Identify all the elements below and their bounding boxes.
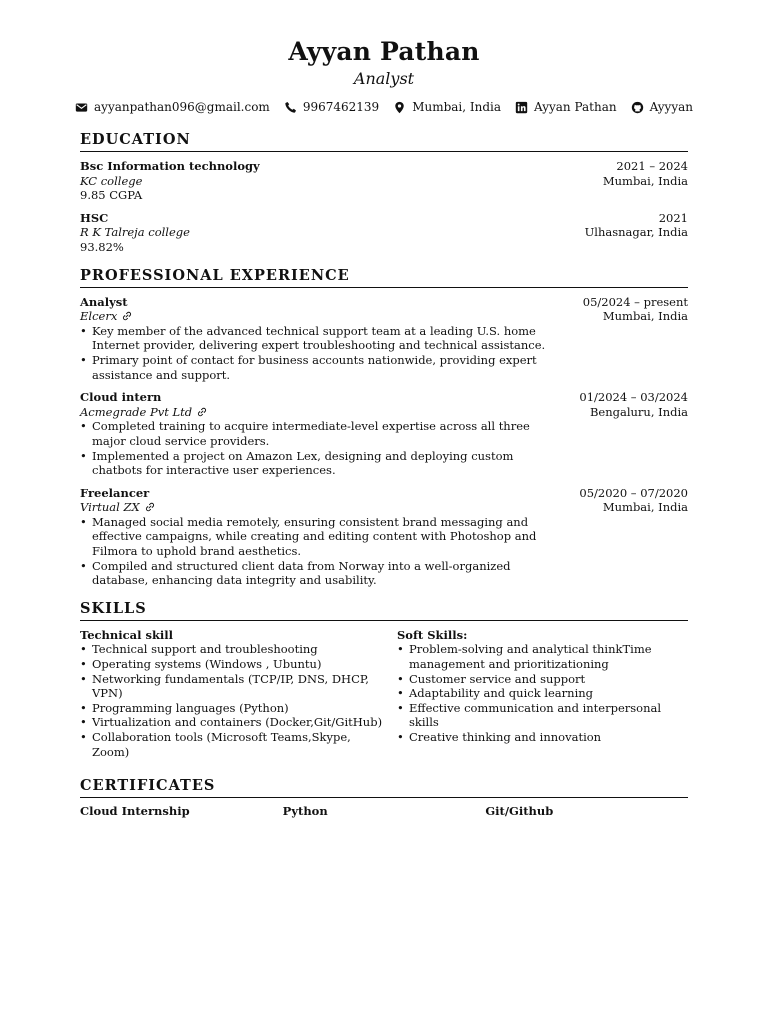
experience-entry (80, 295, 688, 383)
soft-skills-list (397, 642, 688, 744)
link-icon (197, 407, 207, 417)
education-entry (80, 159, 688, 203)
skill-item: • Virtualization and containers (Docker,Git/GitHub) (80, 715, 384, 730)
education-dates: 2021 – 2024 (616, 159, 688, 173)
company-link[interactable] (80, 405, 550, 420)
company-link[interactable] (80, 309, 550, 324)
skill-item: • Technical support and troubleshooting (80, 642, 384, 657)
skill-item: • Adaptability and quick learning (397, 686, 688, 701)
job-location: Mumbai, India (602, 500, 688, 515)
company-name: Elcerx (80, 309, 118, 324)
skill-item: • Programming languages (Python) (80, 701, 384, 716)
skill-item: • Collaboration tools (Microsoft Teams,Skype, Zoom) (80, 730, 384, 759)
degree: Bsc Information technology (80, 159, 260, 173)
contact-location-text: Mumbai, India (412, 100, 502, 114)
skill-item: • Problem-solving and analytical thinkTime management and prioritizationing (397, 642, 688, 671)
job-role: Analyst (80, 294, 128, 309)
soft-skills (384, 628, 688, 759)
education-entry (80, 211, 688, 255)
link-icon (145, 502, 155, 512)
linkedin-icon (515, 101, 528, 114)
bullet-item: • Managed social media remotely, ensuring consistent brand messaging and effective campaigns, while creating and editing content with Photoshop and Filmora to uphold brand aesthetics. (80, 515, 550, 559)
bullet-list (80, 419, 550, 477)
bullet-item: • Key member of the advanced technical support team at a leading U.S. home Internet provider, delivering expert troubleshooting and technical assistance. (80, 324, 550, 353)
skill-item: • Creative thinking and innovation (397, 730, 688, 745)
job-dates: 01/2024 – 03/2024 (579, 390, 688, 405)
link-icon (122, 311, 132, 321)
school: KC college (80, 173, 143, 188)
company-name: Virtual ZX (80, 500, 140, 515)
certificates-row (80, 804, 688, 819)
resume-page (80, 0, 693, 819)
certificate-item: Git/Github (485, 804, 554, 819)
technical-skills-list (80, 642, 384, 759)
bullet-item: • Primary point of contact for business accounts nationwide, providing expert assistance and support. (80, 353, 550, 382)
contact-location (393, 99, 501, 115)
envelope-icon (75, 101, 88, 114)
technical-skills (80, 628, 384, 759)
contact-github-text: Ayyyan (649, 100, 693, 114)
experience-entry (80, 390, 688, 478)
job-role: Freelancer (80, 485, 150, 500)
skill-item: • Customer service and support (397, 672, 688, 687)
skill-item: • Networking fundamentals (TCP/IP, DNS, DHCP, VPN) (80, 672, 384, 701)
job-role: Cloud intern (80, 390, 162, 405)
company-name: Acmegrade Pvt Ltd (80, 404, 193, 419)
contact-email[interactable] (75, 99, 270, 115)
education-location: Mumbai, India (602, 173, 688, 188)
certificate-item: Python (282, 804, 328, 819)
contact-linkedin[interactable] (515, 99, 617, 115)
job-location: Mumbai, India (602, 309, 688, 324)
education-dates: 2021 (658, 210, 688, 225)
location-pin-icon (393, 101, 406, 114)
soft-skills-title: Soft Skills: (397, 627, 468, 642)
skills-heading: SKILLS (80, 600, 688, 621)
phone-icon (284, 101, 297, 114)
contact-phone-text: 9967462139 (302, 100, 380, 114)
company-link[interactable] (80, 500, 550, 515)
degree: HSC (80, 210, 109, 225)
bullet-item: • Completed training to acquire intermediate-level expertise across all three major cloud service providers. (80, 419, 550, 448)
bullet-list (80, 324, 550, 382)
bullet-list (80, 515, 550, 588)
github-icon (631, 101, 644, 114)
experience-entry (80, 486, 688, 588)
job-dates: 05/2024 – present (582, 294, 688, 309)
technical-skills-title: Technical skill (80, 627, 174, 642)
candidate-name: Ayyan Pathan (288, 37, 480, 66)
education-heading: EDUCATION (80, 131, 688, 152)
skills-columns (80, 628, 688, 759)
job-location: Bengaluru, India (589, 404, 688, 419)
contact-linkedin-text: Ayyan Pathan (534, 100, 617, 114)
score: 9.85 CGPA (80, 188, 143, 203)
job-dates: 05/2020 – 07/2020 (579, 485, 688, 500)
school: R K Talreja college (80, 225, 190, 240)
skill-item: • Effective communication and interpersonal skills (397, 701, 688, 730)
contact-phone[interactable] (284, 99, 379, 115)
contact-email-text: ayyanpathan096@gmail.com (94, 100, 270, 114)
contact-github[interactable] (631, 99, 693, 115)
contact-bar (80, 99, 693, 115)
candidate-title: Analyst (353, 69, 415, 88)
bullet-item: • Implemented a project on Amazon Lex, designing and deploying custom chatbots for interactive user experiences. (80, 449, 550, 478)
certificates-heading: CERTIFICATES (80, 777, 688, 798)
skill-item: • Operating systems (Windows , Ubuntu) (80, 657, 384, 672)
education-location: Ulhasnagar, India (584, 225, 688, 240)
certificate-item: Cloud Internship (80, 804, 190, 819)
bullet-item: • Compiled and structured client data from Norway into a well-organized database, enhancing data integrity and usability. (80, 559, 550, 588)
score: 93.82% (80, 239, 124, 254)
experience-heading: PROFESSIONAL EXPERIENCE (80, 267, 688, 288)
